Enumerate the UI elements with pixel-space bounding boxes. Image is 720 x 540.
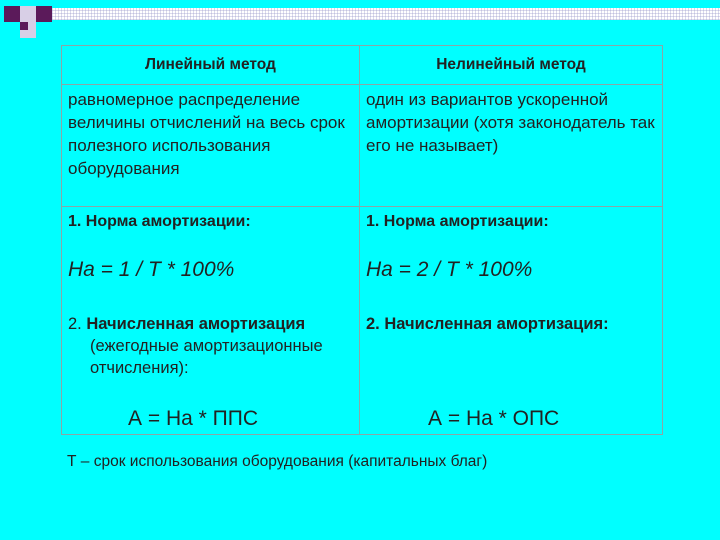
nonlinear-formulas-cell [360, 207, 663, 435]
deco-bar [52, 8, 720, 20]
description-row [62, 85, 663, 207]
header-linear: Линейный метод [62, 46, 360, 85]
linear-rate-formula: На = 1 / Т * 100% [68, 258, 235, 281]
deco-square-dark [4, 6, 20, 22]
linear-rate-label: 1. Норма амортизации: [68, 213, 251, 230]
header-nonlinear: Нелинейный метод [360, 46, 663, 85]
linear-description: равномерное распределение величины отчислений на весь срок полезного использования оборудования [62, 85, 360, 207]
deco-square-dark [36, 6, 52, 22]
deco-square-dark [20, 22, 28, 30]
linear-accrued-label [68, 313, 353, 379]
comparison-table [61, 45, 663, 435]
nonlinear-accrued-formula: А = На * ОПС [428, 407, 560, 430]
linear-accrued-note: (ежегодные амортизационные отчисления): [90, 337, 323, 377]
linear-accrued-number: 2. [68, 315, 87, 333]
nonlinear-rate-label: 1. Норма амортизации: [366, 213, 549, 230]
formula-row [62, 207, 663, 435]
header-row [62, 46, 663, 85]
footnote: Т – срок использования оборудования (капитальных благ) [67, 453, 488, 470]
nonlinear-description: один из вариантов ускоренной амортизации (хотя законодатель так его не называет) [360, 85, 663, 207]
title-decoration [0, 0, 720, 40]
deco-square-light [20, 6, 36, 22]
nonlinear-accrued-label: 2. Начисленная амортизация: [366, 315, 609, 333]
nonlinear-rate-formula: На = 2 / Т * 100% [366, 258, 533, 281]
linear-accrued-title: Начисленная амортизация [86, 315, 306, 333]
linear-accrued-formula: А = На * ППС [128, 407, 258, 430]
linear-formulas-cell [62, 207, 360, 435]
